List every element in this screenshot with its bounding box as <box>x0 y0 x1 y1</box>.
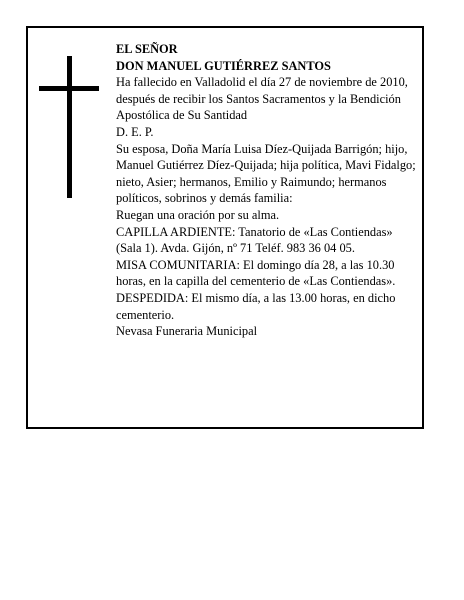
deceased-title: EL SEÑOR <box>116 42 178 56</box>
rip-abbreviation: D. E. P. <box>116 124 154 139</box>
mass-info: MISA COMUNITARIA: El domingo día 28, a las 10.30 horas, en la capilla del cementerio de «Las Contiendas». <box>116 257 396 289</box>
obituary-notice <box>26 26 424 429</box>
death-statement: Ha fallecido en Valladolid el día 27 de noviembre de 2010, después de recibir los Santos Sacramentos y la Bendición Apostólica de Su Santidad <box>116 75 408 123</box>
obituary-text <box>116 41 416 340</box>
family-members: Su esposa, Doña María Luisa Díez-Quijada Barrigón; hijo, Manuel Gutiérrez Díez-Quijada; hija política, Mavi Fidalgo; nieto, Asier; hermanos, Emilio y Raimundo; hermanos políticos, sobrinos y demás familia: <box>116 141 416 206</box>
cross-horizontal-bar <box>39 86 99 91</box>
farewell-info: DESPEDIDA: El mismo día, a las 13.00 horas, en dicho cementerio. <box>116 290 396 322</box>
cross-vertical-bar <box>67 56 72 198</box>
prayer-request: Ruegan una oración por su alma. <box>116 207 280 222</box>
chapel-info: CAPILLA ARDIENTE: Tanatorio de «Las Contiendas» (Sala 1). Avda. Gijón, nº 71 Teléf. 983 36 04 05. <box>116 224 393 256</box>
funeral-home: Nevasa Funeraria Municipal <box>116 324 258 339</box>
deceased-name: DON MANUEL GUTIÉRREZ SANTOS <box>116 58 331 73</box>
